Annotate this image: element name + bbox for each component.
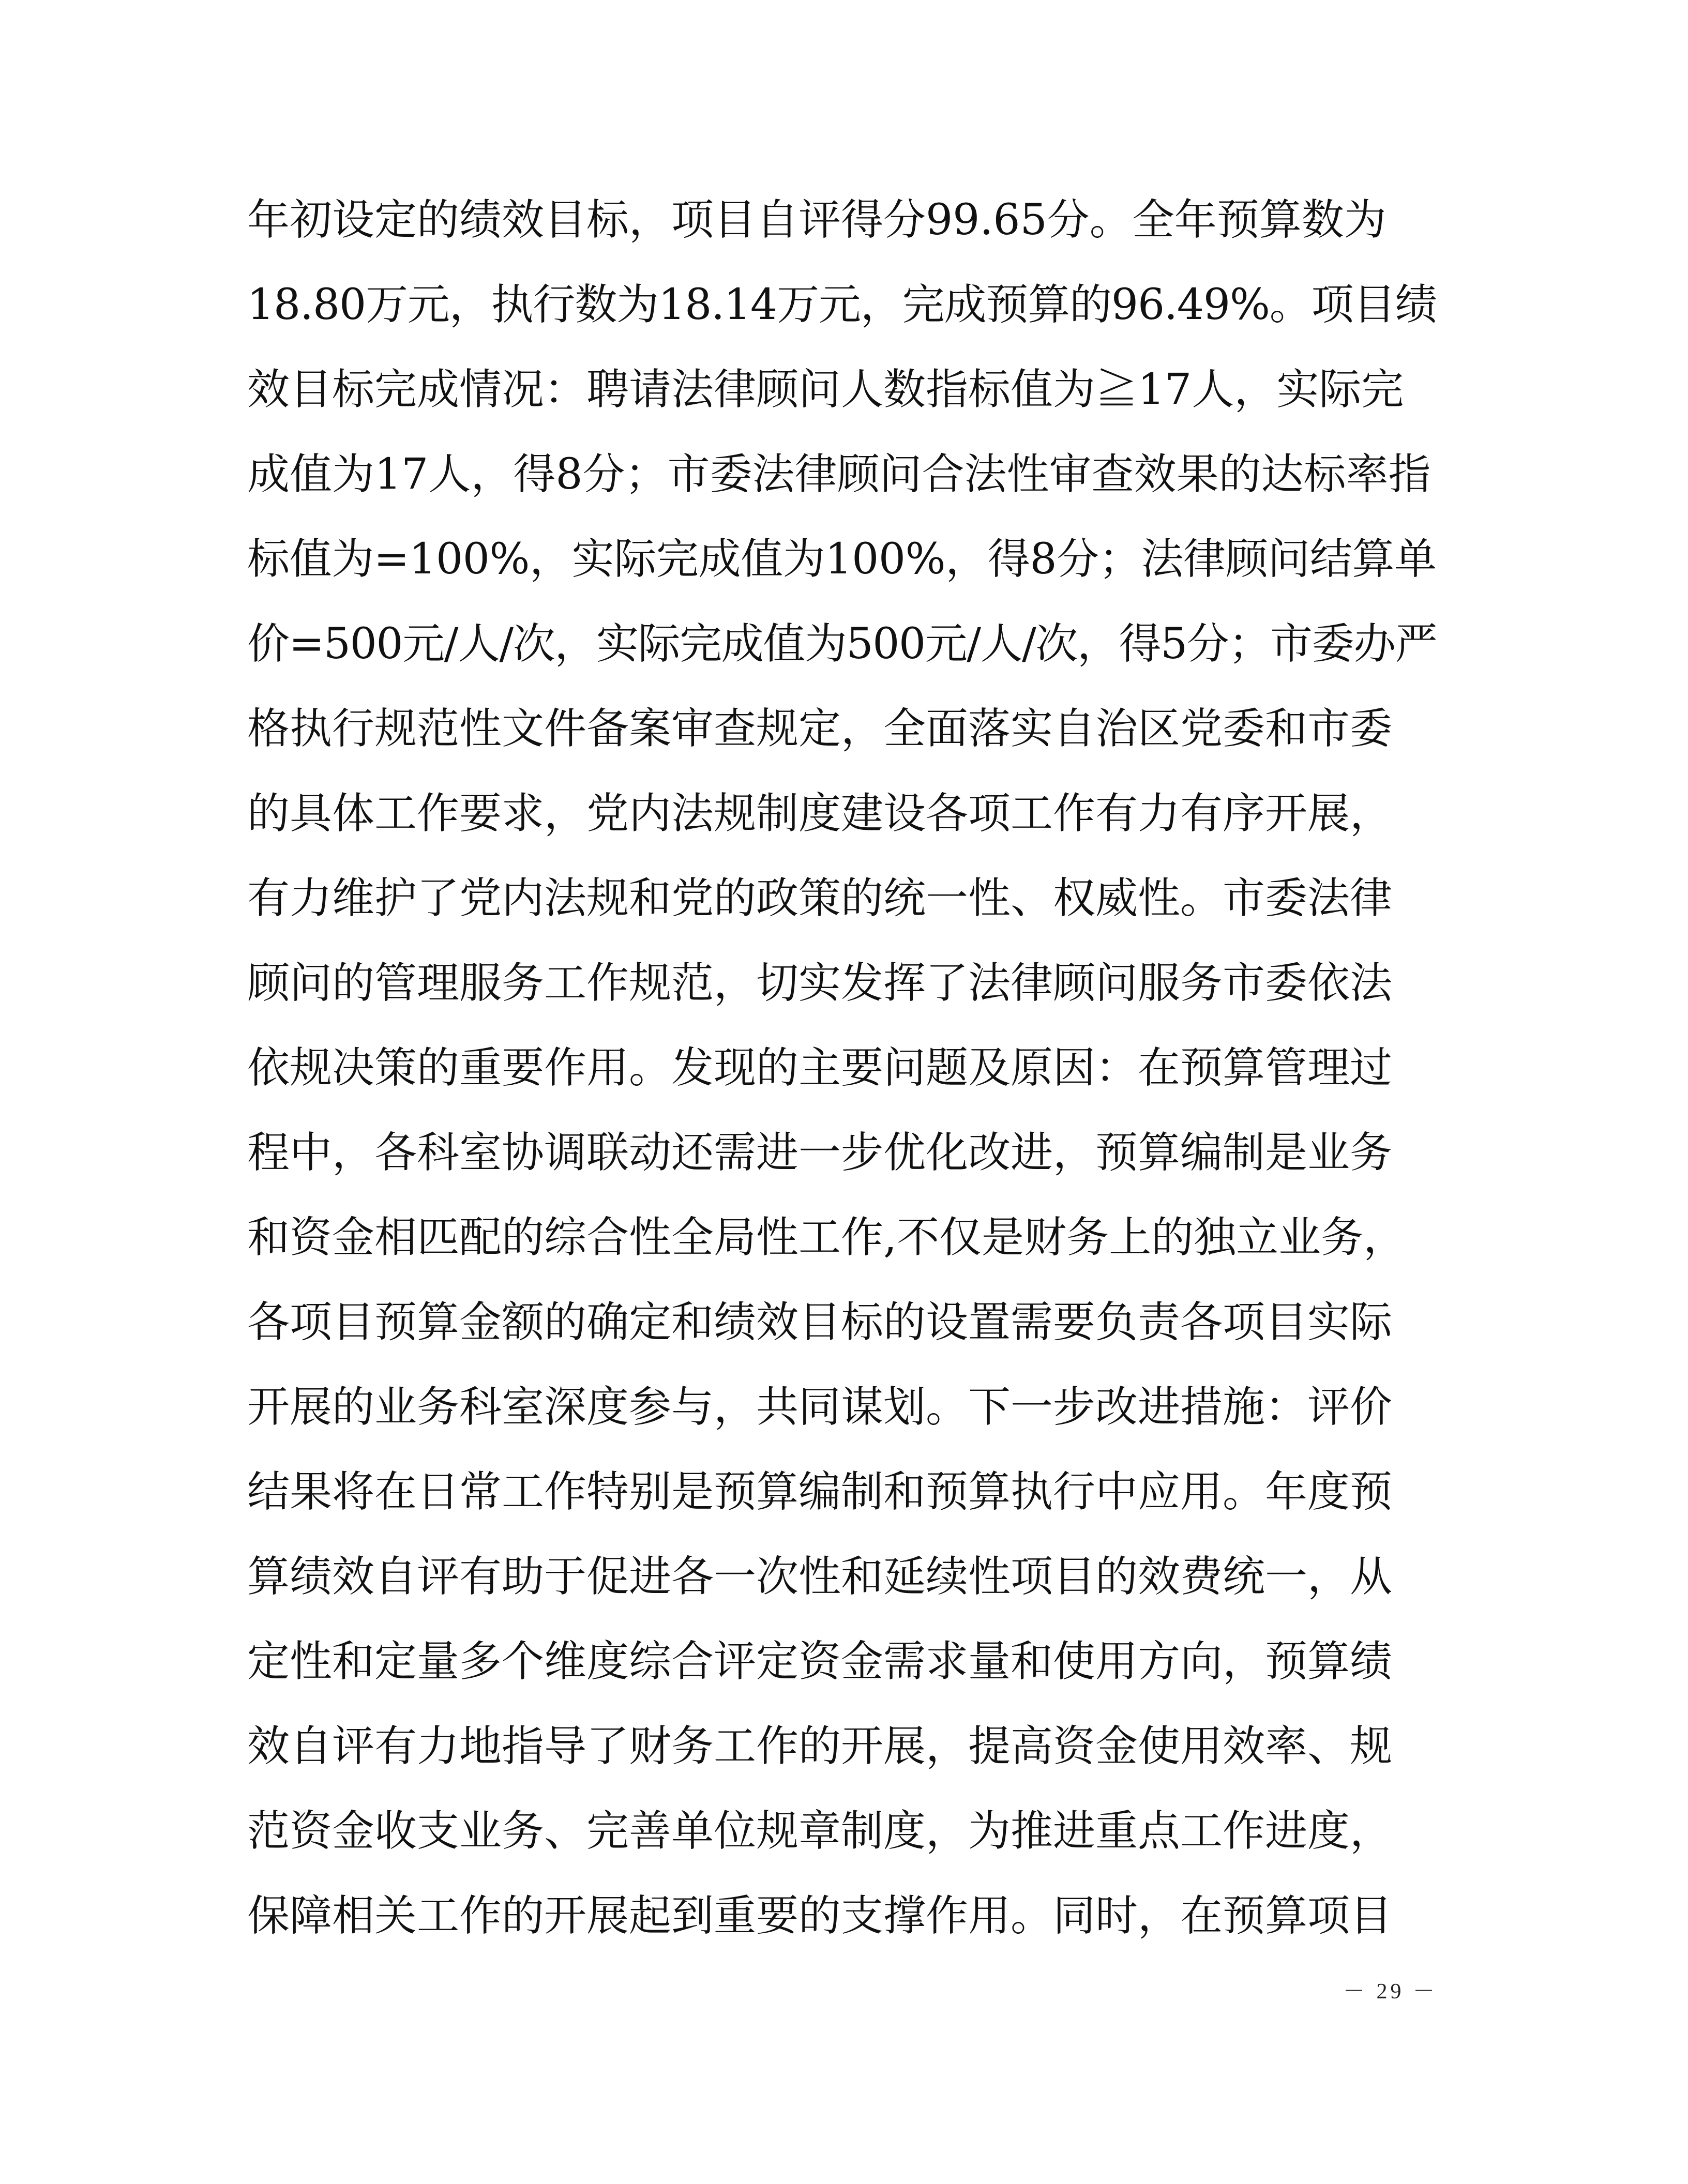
page-number: － 29 －	[1343, 1980, 1438, 2004]
text-line: 18.80万元，执行数为18.14万元，完成预算的96.49%。项目绩	[247, 280, 1437, 329]
text-line: 效自评有力地指导了财务工作的开展，提高资金使用效率、规	[247, 1722, 1393, 1771]
text-line: 范资金收支业务、完善单位规章制度，为推进重点工作进度，	[247, 1807, 1393, 1856]
text-line: 价=500元/人/次，实际完成值为500元/人/次，得5分；市委办严	[247, 619, 1437, 669]
text-line: 年初设定的绩效目标，项目自评得分99.65分。全年预算数为	[247, 195, 1386, 245]
text-line: 标值为=100%，实际完成值为100%，得8分；法律顾问结算单	[247, 535, 1437, 584]
text-line: 算绩效自评有助于促进各一次性和延续性项目的效费统一，从	[247, 1552, 1393, 1601]
text-line: 程中，各科室协调联动还需进一步优化改进，预算编制是业务	[247, 1128, 1393, 1177]
body-text	[247, 194, 1437, 1975]
text-line: 和资金相匹配的综合性全局性工作,不仅是财务上的独立业务，	[247, 1213, 1406, 1262]
text-line: 定性和定量多个维度综合评定资金需求量和使用方向，预算绩	[247, 1637, 1393, 1686]
text-line: 结果将在日常工作特别是预算编制和预算执行中应用。年度预	[247, 1467, 1393, 1516]
text-line: 的具体工作要求，党内法规制度建设各项工作有力有序开展，	[247, 789, 1393, 838]
text-line: 成值为17人，得8分；市委法律顾问合法性审查效果的达标率指	[247, 450, 1431, 499]
text-line: 开展的业务科室深度参与，共同谋划。下一步改进措施：评价	[247, 1383, 1393, 1432]
text-line: 有力维护了党内法规和党的政策的统一性、权威性。市委法律	[247, 874, 1393, 923]
text-line: 依规决策的重要作用。发现的主要问题及原因：在预算管理过	[247, 1043, 1393, 1093]
text-line: 格执行规范性文件备案审查规定，全面落实自治区党委和市委	[247, 704, 1393, 753]
text-line: 效目标完成情况：聘请法律顾问人数指标值为≧17人，实际完	[247, 365, 1404, 414]
text-line: 顾问的管理服务工作规范，切实发挥了法律顾问服务市委依法	[247, 959, 1393, 1008]
text-line: 各项目预算金额的确定和绩效目标的设置需要负责各项目实际	[247, 1298, 1393, 1347]
text-line: 保障相关工作的开展起到重要的支撑作用。同时，在预算项目	[247, 1891, 1393, 1940]
